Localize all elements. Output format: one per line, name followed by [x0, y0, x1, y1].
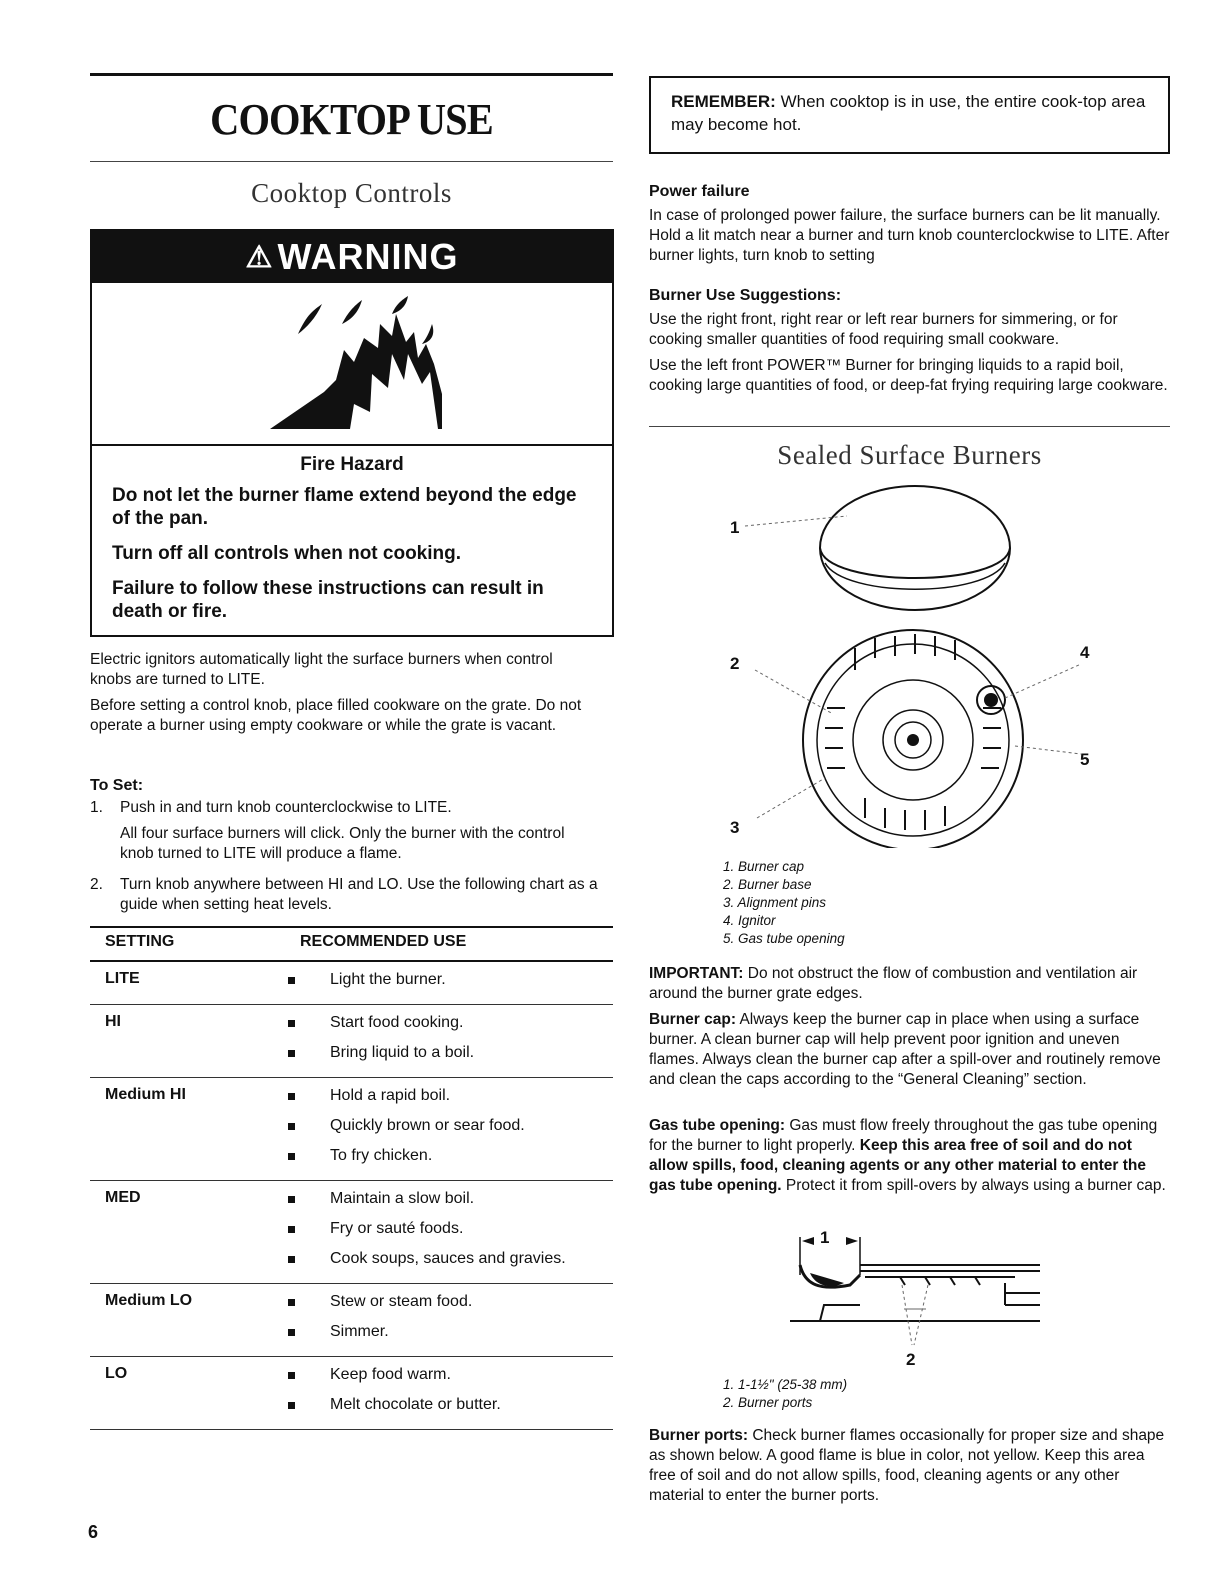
power-failure-heading: Power failure: [649, 183, 750, 200]
table-row: [90, 1181, 613, 1284]
gas-tube-bold: Keep this area free of soil and do not allow spills, food, cleaning agents or any other material to enter the gas tube opening.: [649, 1137, 1146, 1194]
bullet-icon: [288, 977, 295, 984]
burner-cap-label: Burner cap:: [649, 1011, 736, 1028]
step-number: 2.: [90, 876, 103, 893]
remember-text: When cooktop is in use, the entire cook-top area may become hot.: [671, 92, 1146, 134]
recommended-use-item: [288, 1144, 613, 1174]
bullet-icon: [288, 1020, 295, 1027]
recommended-use-text: Maintain a slow boil.: [330, 1190, 475, 1207]
setting-cell: MED: [105, 1189, 141, 1206]
recommended-use-text: Start food cooking.: [330, 1014, 464, 1031]
warning-box: [90, 229, 614, 637]
burner-use-heading: Burner Use Suggestions:: [649, 287, 842, 304]
warning-line: Turn off all controls when not cooking.: [112, 543, 462, 564]
recommended-use-item: [288, 1363, 613, 1393]
table-row: [90, 1357, 613, 1430]
section-title-sealed-burners: Sealed Surface Burners: [777, 440, 1042, 470]
to-set-heading: To Set:: [90, 777, 144, 794]
bullet-icon: [288, 1196, 295, 1203]
callout-4: 4: [1080, 643, 1090, 662]
intro-paragraph: Electric ignitors automatically light the surface burners when control knobs are turned to LITE.: [90, 651, 553, 688]
recommended-use-item: [288, 1247, 613, 1277]
page-title: COOKTOP USE: [210, 95, 493, 144]
step-text: Turn knob anywhere between HI and LO. Use the following chart as a guide when setting heat levels.: [120, 876, 598, 913]
recommended-use-item: [288, 1217, 613, 1247]
setting-cell: HI: [105, 1013, 121, 1030]
caption-item: 5. Gas tube opening: [723, 931, 845, 946]
burner-ports-text: Check burner flames occasionally for proper size and shape as shown below. A good flame is blue in color, not yellow. Keep this area free of soil and do not allow spills, food, cleaning agents or any other material to enter the burner ports.: [649, 1427, 1165, 1504]
recommended-use-item: [288, 1393, 613, 1423]
fire-icon: [92, 284, 612, 444]
recommended-use-text: Fry or sauté foods.: [330, 1220, 464, 1237]
divider: [649, 426, 1170, 427]
warning-body: [92, 444, 612, 623]
column-header-recommended-use: RECOMMENDED USE: [300, 933, 467, 950]
warning-line: Do not let the burner flame extend beyond the edge of the pan.: [112, 485, 577, 529]
intro-paragraph: Before setting a control knob, place filled cookware on the grate. Do not operate a burner using empty cookware or while the grate is vacant.: [90, 697, 582, 734]
burner-cap-paragraph: [649, 1010, 1170, 1090]
burner-ports-label: Burner ports:: [649, 1427, 749, 1444]
remember-label: REMEMBER:: [671, 92, 776, 111]
recommended-use-item: [288, 968, 613, 998]
burner-diagram: [715, 478, 1115, 848]
burner-ports-paragraph: [649, 1426, 1170, 1506]
recommended-use-item: [288, 1290, 613, 1320]
setting-cell: Medium LO: [105, 1292, 193, 1309]
hazard-title: Fire Hazard: [300, 454, 404, 475]
step-2: [90, 875, 613, 915]
recommended-use-item: [288, 1187, 613, 1217]
recommended-use-item: [288, 1114, 613, 1144]
callout-2: 2: [730, 654, 740, 673]
important-note: [649, 964, 1170, 1004]
page-title-block: [90, 73, 613, 145]
callout-1: 1: [730, 518, 740, 537]
caption-item: 1. 1-1½" (25-38 mm): [723, 1377, 848, 1392]
port-callout-2: 2: [906, 1350, 916, 1369]
bullet-icon: [288, 1093, 295, 1100]
divider: [90, 161, 613, 162]
recommended-use-text: Melt chocolate or butter.: [330, 1396, 501, 1413]
table-row: [90, 1005, 613, 1078]
caption-item: 1. Burner cap: [723, 859, 805, 874]
warning-triangle-icon: ⚠: [245, 240, 274, 274]
burner-use-paragraph: Use the left front POWER™ Burner for bringing liquids to a rapid boil, cooking large quantities of food, or deep-fat frying requiring large cookware.: [649, 357, 1168, 394]
caption-item: 2. Burner base: [723, 877, 812, 892]
table-row: [90, 962, 613, 1005]
setting-cell: LO: [105, 1365, 128, 1382]
bullet-icon: [288, 1153, 295, 1160]
recommended-use-item: [288, 1084, 613, 1114]
bullet-icon: [288, 1226, 295, 1233]
power-failure-text: In case of prolonged power failure, the surface burners can be lit manually. Hold a lit match near a burner and turn knob counterclockwise to LITE. After burner lights, turn knob to setting: [649, 207, 1170, 264]
table-row: [90, 1078, 613, 1181]
section-title-cooktop-controls: Cooktop Controls: [251, 178, 452, 208]
heat-settings-table: [90, 926, 613, 1430]
page-number: 6: [88, 1522, 99, 1542]
important-text: Do not obstruct the flow of combustion and ventilation air around the burner grate edges.: [649, 965, 1138, 1002]
recommended-use-text: To fry chicken.: [330, 1147, 433, 1164]
bullet-icon: [288, 1372, 295, 1379]
bullet-icon: [288, 1329, 295, 1336]
port-callout-1: 1: [820, 1228, 830, 1247]
gas-tube-text: Gas must flow freely throughout the gas tube opening for the burner to light properly.: [649, 1117, 1158, 1154]
gas-tube-label: Gas tube opening:: [649, 1117, 786, 1134]
column-header-setting: SETTING: [105, 933, 175, 950]
recommended-use-text: Light the burner.: [330, 971, 446, 988]
table-row: [90, 1284, 613, 1357]
caption-item: 2. Burner ports: [723, 1395, 813, 1410]
recommended-use-text: Quickly brown or sear food.: [330, 1117, 525, 1134]
gas-tube-tail: Protect it from spill-overs by always using a burner cap.: [781, 1177, 1166, 1194]
callout-5: 5: [1080, 750, 1090, 769]
recommended-use-text: Cook soups, sauces and gravies.: [330, 1250, 566, 1267]
step-number: 1.: [90, 799, 103, 816]
step-text: Push in and turn knob counterclockwise to LITE.: [120, 799, 452, 816]
step-subtext: All four surface burners will click. Only the burner with the control knob turned to LITE will produce a flame.: [120, 825, 565, 862]
bullet-icon: [288, 1050, 295, 1057]
warning-banner: [92, 231, 612, 283]
burner-use-paragraph: Use the right front, right rear or left rear burners for simmering, or for cooking smaller quantities of food requiring small cookware.: [649, 311, 1118, 348]
remember-box: [649, 76, 1170, 154]
step-1: [90, 798, 613, 864]
burner-cap-text: Always keep the burner cap in place when using a surface burner. A clean burner cap will help prevent poor ignition and uneven flames. Always clean the burner cap after a spill-over and routinely remove and clean the caps according to the “General Cleaning” section.: [649, 1011, 1161, 1088]
recommended-use-item: [288, 1041, 613, 1071]
setting-cell: LITE: [105, 970, 140, 987]
important-label: IMPORTANT:: [649, 965, 744, 982]
caption-item: 3. Alignment pins: [723, 895, 827, 910]
warning-line: Failure to follow these instructions can result in death or fire.: [112, 578, 544, 622]
recommended-use-item: [288, 1011, 613, 1041]
recommended-use-text: Bring liquid to a boil.: [330, 1044, 475, 1061]
recommended-use-text: Simmer.: [330, 1323, 389, 1340]
caption-item: 4. Ignitor: [723, 913, 776, 928]
table-header: [90, 926, 613, 962]
gas-tube-paragraph: [649, 1116, 1170, 1196]
recommended-use-text: Hold a rapid boil.: [330, 1087, 451, 1104]
port-caption-list: [723, 1376, 847, 1412]
recommended-use-text: Keep food warm.: [330, 1366, 451, 1383]
warning-label: WARNING: [277, 236, 459, 277]
recommended-use-item: [288, 1320, 613, 1350]
bullet-icon: [288, 1402, 295, 1409]
bullet-icon: [288, 1256, 295, 1263]
setting-cell: Medium HI: [105, 1086, 186, 1103]
burner-caption-list: [723, 858, 845, 948]
bullet-icon: [288, 1123, 295, 1130]
callout-3: 3: [730, 818, 740, 837]
recommended-use-text: Stew or steam food.: [330, 1293, 473, 1310]
bullet-icon: [288, 1299, 295, 1306]
